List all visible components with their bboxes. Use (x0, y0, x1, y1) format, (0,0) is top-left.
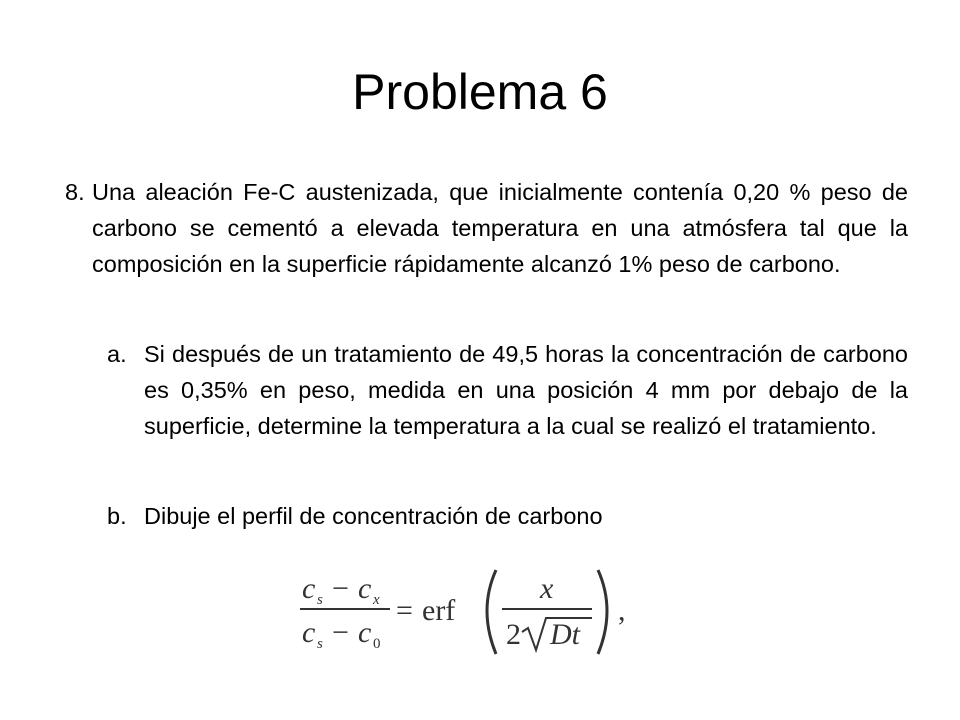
part-b-marker: b. (107, 503, 127, 529)
den-right: c (358, 616, 372, 649)
num-left: c (302, 572, 316, 605)
equals-sign: = (396, 594, 413, 627)
num-left-sub: s (317, 592, 323, 608)
right-paren (598, 570, 607, 654)
den-left: c (302, 616, 316, 649)
num-right: c (358, 572, 372, 605)
formula-graphic (298, 562, 638, 662)
erf-function: erf (422, 594, 456, 627)
num-minus: − (332, 572, 349, 605)
problem-part-b (107, 498, 908, 534)
arg-den-rad: Dt (550, 618, 580, 651)
problem-number: 8. (65, 179, 85, 205)
den-right-sub: 0 (373, 636, 381, 652)
num-right-sub: x (373, 592, 380, 608)
den-left-sub: s (317, 636, 323, 652)
part-b-text: Dibuje el perfil de concentración de carbono (144, 503, 603, 529)
den-minus: − (332, 616, 349, 649)
problem-statement (65, 174, 908, 282)
left-paren (487, 570, 496, 654)
problem-part-a (107, 336, 908, 444)
diffusion-formula (298, 562, 638, 662)
part-a-marker: a. (107, 341, 127, 367)
slide-title: Problema 6 (352, 64, 608, 120)
problem-statement-text: Una aleación Fe-C austenizada, que inicialmente contenía 0,20 % peso de carbono se cementó a elevada temperatura en una atmósfera tal que la composición en la superficie rápidamente alcanzó 1% peso de carbono. (92, 179, 908, 277)
part-a-text: Si después de un tratamiento de 49,5 horas la concentración de carbono es 0,35% en peso, medida en una posición 4 mm por debajo de la superficie, determine la temperatura a la cual se realizó el tratamiento. (144, 341, 908, 439)
trailing-comma: , (618, 594, 626, 627)
arg-den-coef: 2 (506, 618, 521, 651)
arg-num: x (540, 572, 554, 605)
